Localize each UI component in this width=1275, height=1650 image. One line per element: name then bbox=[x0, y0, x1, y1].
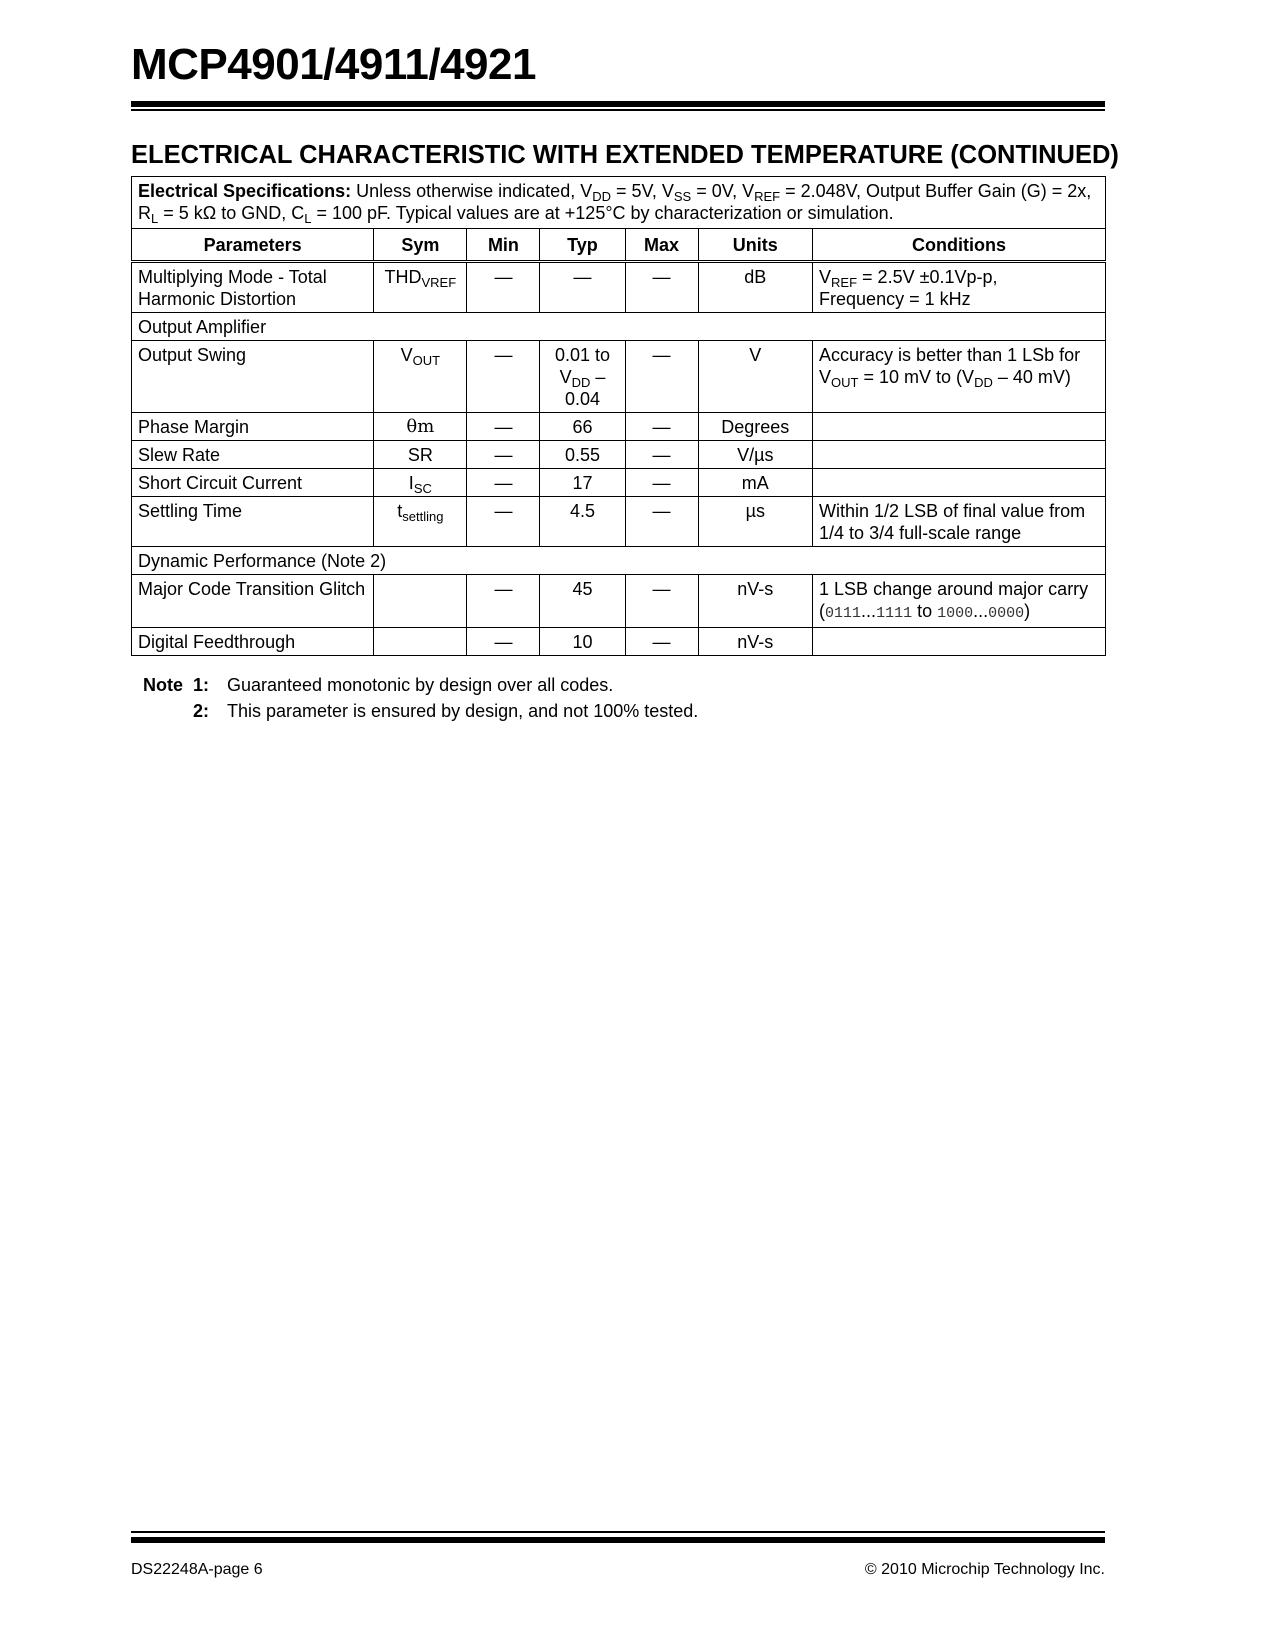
column-header-max: Max bbox=[625, 229, 698, 262]
cell-units: µs bbox=[698, 497, 813, 547]
sym-text: t bbox=[397, 501, 403, 521]
typ-text: V bbox=[559, 367, 572, 387]
cell-min: — bbox=[467, 413, 540, 441]
cond-sub: REF bbox=[831, 275, 858, 290]
spec-intro-sub: SS bbox=[673, 189, 692, 204]
column-header-parameters: Parameters bbox=[132, 229, 374, 262]
spec-intro-label: Electrical Specifications: bbox=[138, 181, 352, 201]
cell-units: V/µs bbox=[698, 441, 813, 469]
cell-max: — bbox=[625, 341, 698, 413]
cell-parameter: Multiplying Mode - Total Harmonic Distortion bbox=[132, 262, 374, 313]
cell-parameter: Phase Margin bbox=[132, 413, 374, 441]
table-row bbox=[132, 262, 1106, 313]
cell-sym bbox=[374, 341, 467, 413]
cond-text: ... bbox=[861, 601, 877, 621]
section-title: ELECTRICAL CHARACTERISTIC WITH EXTENDED TEMPERATURE (CONTINUED) bbox=[131, 141, 1119, 169]
cond-text: Accuracy is better than 1 LSb for bbox=[819, 345, 1081, 365]
cell-parameter: Short Circuit Current bbox=[132, 469, 374, 497]
cond-text: V bbox=[819, 367, 832, 387]
cell-sym bbox=[374, 469, 467, 497]
cell-conditions: Within 1/2 LSB of final value from 1/4 to 3/4 full-scale range bbox=[813, 497, 1106, 547]
spec-intro-sub: REF bbox=[754, 189, 781, 204]
cell-parameter: Settling Time bbox=[132, 497, 374, 547]
cell-sym: θm bbox=[374, 413, 467, 441]
cond-code: 0111 bbox=[825, 605, 862, 622]
cell-sym bbox=[374, 497, 467, 547]
column-header-sym: Sym bbox=[374, 229, 467, 262]
cell-min: — bbox=[467, 469, 540, 497]
notes bbox=[137, 672, 698, 724]
column-header-conditions: Conditions bbox=[813, 229, 1106, 262]
cell-typ: 10 bbox=[540, 628, 625, 656]
sym-sub: settling bbox=[402, 509, 444, 524]
cell-min: — bbox=[467, 341, 540, 413]
cell-units: Degrees bbox=[698, 413, 813, 441]
cell-sym: SR bbox=[374, 441, 467, 469]
typ-text: – bbox=[590, 367, 606, 387]
header-rule-thin bbox=[131, 109, 1105, 111]
typ-text: 0.01 to bbox=[554, 345, 610, 365]
table-row bbox=[132, 341, 1106, 413]
spec-intro-text: = 5V, V bbox=[611, 181, 674, 201]
cell-typ: 17 bbox=[540, 469, 625, 497]
note-number: 2: bbox=[192, 701, 209, 721]
cell-parameter: Output Swing bbox=[132, 341, 374, 413]
cell-max: — bbox=[625, 575, 698, 628]
cond-sub: OUT bbox=[831, 375, 859, 390]
cell-units: dB bbox=[698, 262, 813, 313]
spec-intro-text: = 2.048V, Output Buffer Gain (G) = 2x, R bbox=[138, 181, 1092, 223]
cond-text: = 10 mV to (V bbox=[858, 367, 975, 387]
cell-parameter: Digital Feedthrough bbox=[132, 628, 374, 656]
cell-conditions bbox=[813, 262, 1106, 313]
cell-conditions bbox=[813, 341, 1106, 413]
cell-min: — bbox=[467, 628, 540, 656]
spec-intro-text: Unless otherwise indicated, V bbox=[351, 181, 593, 201]
sym-sub: VREF bbox=[421, 275, 457, 290]
note-label bbox=[137, 698, 227, 724]
cond-text: ... bbox=[973, 601, 989, 621]
typ-text: 0.04 bbox=[564, 389, 600, 409]
cell-units: V bbox=[698, 341, 813, 413]
group-header-row bbox=[132, 547, 1106, 575]
spec-intro-text: = 0V, V bbox=[691, 181, 755, 201]
cell-min: — bbox=[467, 262, 540, 313]
cond-text: – 40 mV) bbox=[992, 367, 1071, 387]
spec-intro-sub: L bbox=[304, 211, 312, 226]
cell-conditions bbox=[813, 441, 1106, 469]
typ-sub: DD bbox=[571, 375, 591, 390]
footer-page-id: DS22248A-page 6 bbox=[131, 1561, 263, 1578]
table-row bbox=[132, 628, 1106, 656]
table-row bbox=[132, 413, 1106, 441]
footer-rule-thin bbox=[131, 1531, 1105, 1533]
cell-sym bbox=[374, 575, 467, 628]
cell-units: nV-s bbox=[698, 575, 813, 628]
cond-text: = 2.5V ±0.1Vp-p, bbox=[857, 267, 998, 287]
cond-text: 1 LSB change around major carry bbox=[819, 579, 1089, 599]
sym-text: V bbox=[400, 345, 413, 365]
table-row bbox=[132, 497, 1106, 547]
table-row bbox=[132, 441, 1106, 469]
cell-max: — bbox=[625, 441, 698, 469]
cond-text: to bbox=[912, 601, 938, 621]
cond-text: ( bbox=[819, 601, 826, 621]
cond-code: 1111 bbox=[876, 605, 913, 622]
cell-sym bbox=[374, 262, 467, 313]
cond-sub: DD bbox=[974, 375, 993, 390]
cond-code: 1000 bbox=[937, 605, 974, 622]
cell-conditions bbox=[813, 469, 1106, 497]
cell-conditions bbox=[813, 628, 1106, 656]
footer-copyright: © 2010 Microchip Technology Inc. bbox=[864, 1561, 1105, 1578]
group-header-row bbox=[132, 313, 1106, 341]
footer-rule-thick bbox=[131, 1537, 1105, 1543]
column-header-min: Min bbox=[467, 229, 540, 262]
cell-max: — bbox=[625, 628, 698, 656]
spec-intro-text: = 100 pF. Typical values are at +125°C by characterization or simulation. bbox=[311, 203, 894, 223]
note-text: Guaranteed monotonic by design over all codes. bbox=[227, 675, 614, 695]
spec-intro-text: = 5 kΩ to GND, C bbox=[158, 203, 305, 223]
cond-text: V bbox=[819, 267, 832, 287]
cell-typ bbox=[540, 341, 625, 413]
sym-sub: OUT bbox=[412, 353, 441, 368]
cell-min: — bbox=[467, 497, 540, 547]
table-row bbox=[132, 469, 1106, 497]
cell-max: — bbox=[625, 497, 698, 547]
cell-conditions bbox=[813, 575, 1106, 628]
note-number: 1: bbox=[192, 675, 209, 695]
column-header-typ: Typ bbox=[540, 229, 625, 262]
cell-max: — bbox=[625, 262, 698, 313]
cell-sym bbox=[374, 628, 467, 656]
cell-max: — bbox=[625, 413, 698, 441]
table-row bbox=[132, 575, 1106, 628]
group-header-dynamic-performance: Dynamic Performance (Note 2) bbox=[132, 547, 1106, 575]
sym-text: THD bbox=[384, 267, 422, 287]
note-2 bbox=[137, 698, 698, 724]
cond-text: Frequency = 1 kHz bbox=[819, 289, 971, 309]
cell-conditions bbox=[813, 413, 1106, 441]
cell-typ: — bbox=[540, 262, 625, 313]
note-1 bbox=[137, 672, 698, 698]
sym-sub: SC bbox=[413, 481, 432, 496]
group-header-output-amplifier: Output Amplifier bbox=[132, 313, 1106, 341]
note-text: This parameter is ensured by design, and not 100% tested. bbox=[227, 701, 699, 721]
sym-text: I bbox=[408, 473, 414, 493]
note-label bbox=[137, 672, 227, 698]
spec-intro-sub: DD bbox=[592, 189, 611, 204]
header-rule-thick bbox=[131, 101, 1105, 107]
table-header-row bbox=[132, 229, 1106, 262]
spec-intro-row bbox=[132, 177, 1106, 229]
cell-typ: 45 bbox=[540, 575, 625, 628]
cond-text: ) bbox=[1024, 601, 1031, 621]
spec-intro-sub: L bbox=[151, 211, 159, 226]
note-word: Note bbox=[142, 675, 183, 695]
cell-max: — bbox=[625, 469, 698, 497]
column-header-units: Units bbox=[698, 229, 813, 262]
spec-table bbox=[131, 176, 1106, 656]
cell-min: — bbox=[467, 441, 540, 469]
cell-min: — bbox=[467, 575, 540, 628]
cell-units: nV-s bbox=[698, 628, 813, 656]
cell-typ: 4.5 bbox=[540, 497, 625, 547]
cell-typ: 66 bbox=[540, 413, 625, 441]
cell-typ: 0.55 bbox=[540, 441, 625, 469]
document-title: MCP4901/4911/4921 bbox=[131, 40, 536, 89]
cond-code: 0000 bbox=[988, 605, 1025, 622]
cell-parameter: Major Code Transition Glitch bbox=[132, 575, 374, 628]
cell-parameter: Slew Rate bbox=[132, 441, 374, 469]
cell-units: mA bbox=[698, 469, 813, 497]
